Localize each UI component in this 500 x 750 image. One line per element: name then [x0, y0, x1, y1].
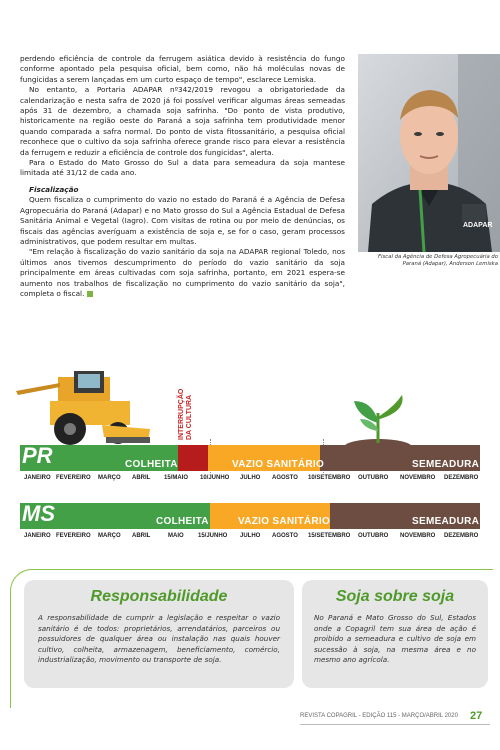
ms-tick: FEVEREIRO — [56, 533, 91, 539]
responsabilidade-box — [24, 580, 294, 688]
pr-tick: JULHO — [240, 475, 261, 481]
ms-row — [20, 503, 480, 529]
pr-tick: JANEIRO — [24, 475, 51, 481]
ms-tick: AGOSTO — [272, 533, 298, 539]
ms-tick: MARÇO — [98, 533, 121, 539]
harvester-illustration — [10, 371, 155, 451]
pr-semeadura-label: SEMEADURA — [412, 459, 480, 470]
ms-state-label: MS — [22, 501, 55, 526]
pr-interruption-bar — [178, 445, 208, 471]
ms-vazio-label: VAZIO SANITÁRIO — [238, 516, 331, 527]
article-paragraph: Quem fiscaliza o cumprimento do vazio no estado do Paraná é a Agência de Defesa Agropecuária do Paraná (Adapar) e no Mato grosso do Sul a Agência Estadual de Defesa Sanitária Animal e Vegetal (Iagro). Com visitas de rotina ou por meio de denúncias, os fiscais das agências averíguam a existência de soja e, se for o caso, geram processos administrativos, que podem resultar em multas. — [20, 195, 345, 246]
pr-tick: 15/MAIO — [164, 475, 189, 481]
pr-vazio-label: VAZIO SANITÁRIO — [232, 459, 325, 470]
ms-tick: MAIO — [168, 533, 184, 539]
article-paragraph-text: "Em relação à fiscalização do vazio sanitário da soja na ADAPAR regional Toledo, nos últimos anos tivemos descumprimento do período do vazio sanitário da soja principalmente em áreas cultivadas com soja safrinha, portanto, em 2021 espera-se aumento nos trabalhos de fiscalização no cumprimento do vazio sanitário da soja", completa o fiscal. — [20, 247, 345, 298]
ms-tick: JULHO — [240, 533, 261, 539]
ms-tick: 15/JUNHO — [198, 533, 228, 539]
pr-tick: AGOSTO — [272, 475, 298, 481]
pr-tick: OUTUBRO — [358, 475, 389, 481]
ms-colheita-label: COLHEITA — [156, 516, 209, 527]
pr-tick: MARÇO — [98, 475, 121, 481]
soja-sobre-soja-box — [302, 580, 488, 688]
end-of-article-mark — [87, 291, 93, 297]
pr-tick: ABRIL — [132, 475, 151, 481]
responsabilidade-title: Responsabilidade — [90, 588, 228, 605]
footer-rule — [300, 724, 490, 725]
pr-tick: DEZEMBRO — [444, 475, 479, 481]
ms-tick: NOVEMBRO — [400, 533, 436, 539]
section-heading: Fiscalização — [29, 184, 79, 194]
ms-tick: ABRIL — [132, 533, 151, 539]
pr-colheita-label: COLHEITA — [125, 459, 178, 470]
pr-tick: 10/SETEMBRO — [308, 475, 351, 481]
interruption-label — [178, 389, 194, 440]
pr-tick: NOVEMBRO — [400, 475, 436, 481]
article-body — [20, 54, 345, 299]
article-paragraph: perdendo eficiência de controle da ferrugem asiática devido à resistência do fungo conforme apontado pela pesquisa oficial, bem como, não há moléculas novas de fungicidas a serem lançadas em um curto espaço de tempo", esclarece Lemiska. — [20, 54, 345, 84]
interruption-line-2: DA CULTURA — [186, 394, 193, 440]
soja-sobre-soja-text: No Paraná e Mato Grosso do Sul, Estados onde a Copagril tem sua área de ação é proibido a semeadura e cultivo de soja em sucessão à soja, na mesma área e no mesmo ano agrícola. — [314, 613, 476, 665]
pr-tick: 10/JUNHO — [200, 475, 230, 481]
page-number: 27 — [470, 710, 483, 722]
portrait-photo — [358, 54, 500, 252]
ms-tick: 15/SETEMBRO — [308, 533, 351, 539]
article-paragraph: No entanto, a Portaria ADAPAR nº342/2019 revogou a obrigatoriedade da calendarização e nesta safra de 2020 já foi possível verificar algumas áreas semeadas após 31 de dezembro, a chamada soja safrinha. "Do ponto de vista produtivo, historicamente na região oeste do Paraná a soja safrinha tem produtividade menor quando comparada a safra normal. Do ponto de vista fitossanitário, a pesquisa oficial reconhece que o cultivo da soja safrinha oferece grande risco para elevar a resistência da ferrugem e reduzir a eficiência de controle dos fungicidas", alerta. — [20, 85, 345, 157]
article-paragraph — [20, 247, 345, 299]
photo-caption: Fiscal da Agência de Defesa Agropecuária do Paraná (Adapar), Anderson Lemiska — [378, 254, 498, 267]
pr-tick: FEVEREIRO — [56, 475, 91, 481]
article-paragraph: Para o Estado do Mato Grosso do Sul a data para semeadura da soja mantese limitada até 31/12 de cada ano. — [20, 158, 345, 178]
ms-tick: OUTUBRO — [358, 533, 389, 539]
adapar-badge: ADAPAR — [463, 222, 493, 229]
crop-timeline — [0, 353, 500, 558]
footer-edition: REVISTA COPAGRIL - EDIÇÃO 115 - MARÇO/ABRIL 2020 — [300, 713, 458, 719]
interruption-line-1: INTERRUPÇÃO — [178, 388, 185, 440]
pr-state-label: PR — [22, 443, 53, 468]
ms-semeadura-label: SEMEADURA — [412, 516, 480, 527]
responsabilidade-text: A responsabilidade de cumprir a legislação e respeitar o vazio sanitário é de todos: proprietários, arrendatários, parceiros ou possuidores de qualquer área ou instalação nas quais houver cultivo, colheita, armazenagem, beneficiamento, comércio, industrialização, movimento ou transporte de soja. — [38, 613, 280, 665]
pr-row — [20, 445, 480, 471]
soja-sobre-soja-title: Soja sobre soja — [335, 588, 455, 605]
ms-tick: DEZEMBRO — [444, 533, 479, 539]
ms-tick: JANEIRO — [24, 533, 51, 539]
